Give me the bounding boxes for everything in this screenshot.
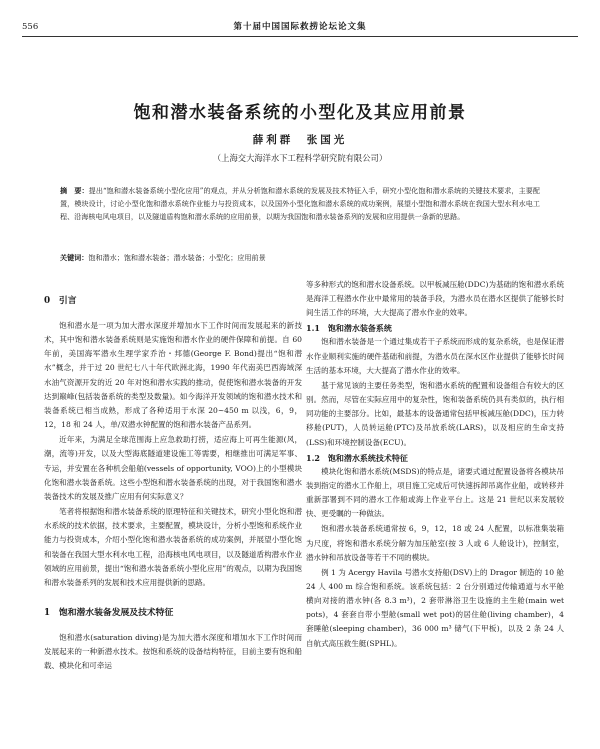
abstract (60, 184, 540, 223)
paragraph: 近年来，为满足全球范围海上应急救助打捞，适应海上可再生能源(风，潮，流等)开发，以及大型海底隧道建设施工等需要，相继推出可满足军事、专运，并安置在各种机会船舶(vessels of opportunity, VOO)上的小型模块化饱和潜水装备系统。这些小型饱和潜水装备系统的出现，对于我国饱和潜水装备技术的发展及推广应用有何实际意义？ (44, 435, 302, 501)
subsection-heading-1-1: 1.1 饱和潜水装备系统 (306, 323, 392, 334)
paragraph: 饱和潜水是一项为加大潜水深度并增加水下工作时间而发展起来的新技术，其中饱和潜水装备系统则是实施饱和潜水作业的硬件保障和前提。自 60 年前，美国海军潜水生理学家乔治・邦德(George F. Bond)提出“饱和潜水”概念，并于过 20 世纪七八十年代欧洲北海，1990 年代南美巴西海域深水油气资源开发的近 20 年对饱和潜水实践的推动，促使饱和潜水装备的开发达到巅峰(包括装备系统的类型及数量)。如今海洋开发领域的饱和潜水技术和装备系统已相当成熟，形成了各种适用于水深 20~450 m 以浅，6，9，12，18 和 24 人，单/双潜水钟配置的饱和潜水装备产品系列。 (44, 321, 302, 430)
keywords (60, 251, 540, 264)
paragraph: 例 1 为 Acergy Havila 号潜水支持船(DSV)上的 Dragor 制造的 10 舱 24 人 400 m 综合饱和系统。该系统包括：2 台分别通过传输通道与水平舱横向对接的潜水钟(各 8.3 m³)，2 套带淋浴卫生设施的主生舱(main wet pots)，4 套套自带小型舱(small wet pot)的居住舱(living chamber)，4 套睡舱(sleeping chamber)，36 000 m³ 储气(下甲板)，以及 2 条 24 人自航式高压救生艇(SPHL)。 (306, 567, 564, 648)
section-heading-development: 1 饱和潜水装备发展及技术特征 (44, 607, 174, 618)
section-heading-introduction: 0 引言 (44, 296, 77, 306)
paper-title: 饱和潜水装备系统的小型化及其应用前景 (133, 103, 467, 123)
abstract-label: 摘 要： (60, 186, 89, 195)
paragraph: 饱和潜水(saturation diving)是为加大潜水深度和增加水下工作时间而发展起来的一种新潜水技术。按饱和系统的设备结构特征，目前主要有饱和船载、模块化和可牵运 (44, 632, 302, 671)
running-title: 第十届中国国际救捞论坛论文集 (233, 22, 367, 32)
paragraph: 饱和潜水装备是一个通过集成若干子系统而形成的复杂系统，也是保证潜水作业顺利实施的硬件基础和前提，为潜水员在深水区作业提供了能够长时间生活的基本环境，大大提高了潜水作业的效率。 (306, 337, 564, 375)
subsection-heading-1-2: 1.2 饱和潜水系统技术特征 (306, 452, 408, 463)
paragraph: 模块化饱和潜水系统(MSDS)的特点是，诸要式通过配置设备将各模块吊装到指定的潜水工作船上，项目施工完成后可快速拆卸吊离作业船，或转移并重新部署到不同的潜水工作船或海上作业平台上。这是 21 世纪以来发展较快、更受瞩的一种做法。 (306, 466, 564, 519)
paragraph: 等多种形式的饱和潜水设备系统。以甲板减压舱(DDC)为基础的饱和潜水系统是海洋工程潜水作业中最常用的装备手段，为潜水员在潜水区提供了能够长时间生活工作的环境，大大提高了潜水作业的效率。 (306, 280, 564, 318)
page-number: 556 (22, 22, 39, 32)
paragraph: 基于常见该的主要任务类型，饱和潜水系统的配置和设备组合有较大的区别。然而，尽管在实际应用中的复杂性，饱和装备系统仍具有类似的，执行相同功能的主要部分。比如，最基本的设备通常包括甲板减压舱(DDC)，压力转移舱(PUT)，人员转运舱(PTC)及吊放系统(LARS)，以及相应的生命支持(LSS)和环境控制设备(ECU)。 (306, 380, 564, 447)
running-header (22, 20, 578, 34)
paragraph: 笔者将根据饱和潜水装备系统的原理特征和关键技术，研究小型化饱和潜水系统的技术依据，技术要求，主要配置，模块设计，分析小型饱和系统作业能力与投资成本，介绍小型化饱和潜水装备系统的成功案例，并展望小型化饱和装备在我国大型水利水电工程，沿海核电风电项目，以及隧道盾构潜水作业领域的应用前景，提出“饱和潜水装备系统小型化应用”的观点，以期为我国饱和潜水装备系列的发展和技术应用提供新的思路。 (44, 507, 302, 587)
paragraph: 饱和潜水装备系统通常按 6，9，12，18 或 24 人配置，以标准集装箱为尺度，将饱和潜水系统分解为加压舱室(按 3 人或 6 人舱设计)，控制室，潜水钟和吊放设备等若干不同的模块。 (306, 524, 564, 562)
abstract-text: 提出“饱和潜水装备系统小型化应用”的观点，并从分析饱和潜水系统的发展及技术特征入手，研究小型化饱和潜水系统的关键技术要求，主要配置，模块设计，讨论小型化饱和潜水系统作业能力与投资成本，以及国外小型化饱和潜水系统的成功案例，展望小型饱和潜水系统在我国大型水利水电工程、沿海核电风电项目，以及隧道盾构饱和潜水系统的应用前景，以期为我国饱和潜水装备系列的发展和应用提供一条新的思路。 (60, 186, 541, 221)
right-column (306, 278, 564, 651)
keywords-label: 关键词： (60, 253, 89, 262)
keywords-text: 饱和潜水；饱和潜水装备；潜水装备；小型化；应用前景 (88, 253, 266, 262)
header-rule (22, 36, 578, 37)
affiliation: （上海交大海洋水下工程科学研究院有限公司） (212, 153, 388, 163)
author-list: 薛利群 张国光 (252, 134, 348, 146)
left-column (44, 278, 302, 673)
